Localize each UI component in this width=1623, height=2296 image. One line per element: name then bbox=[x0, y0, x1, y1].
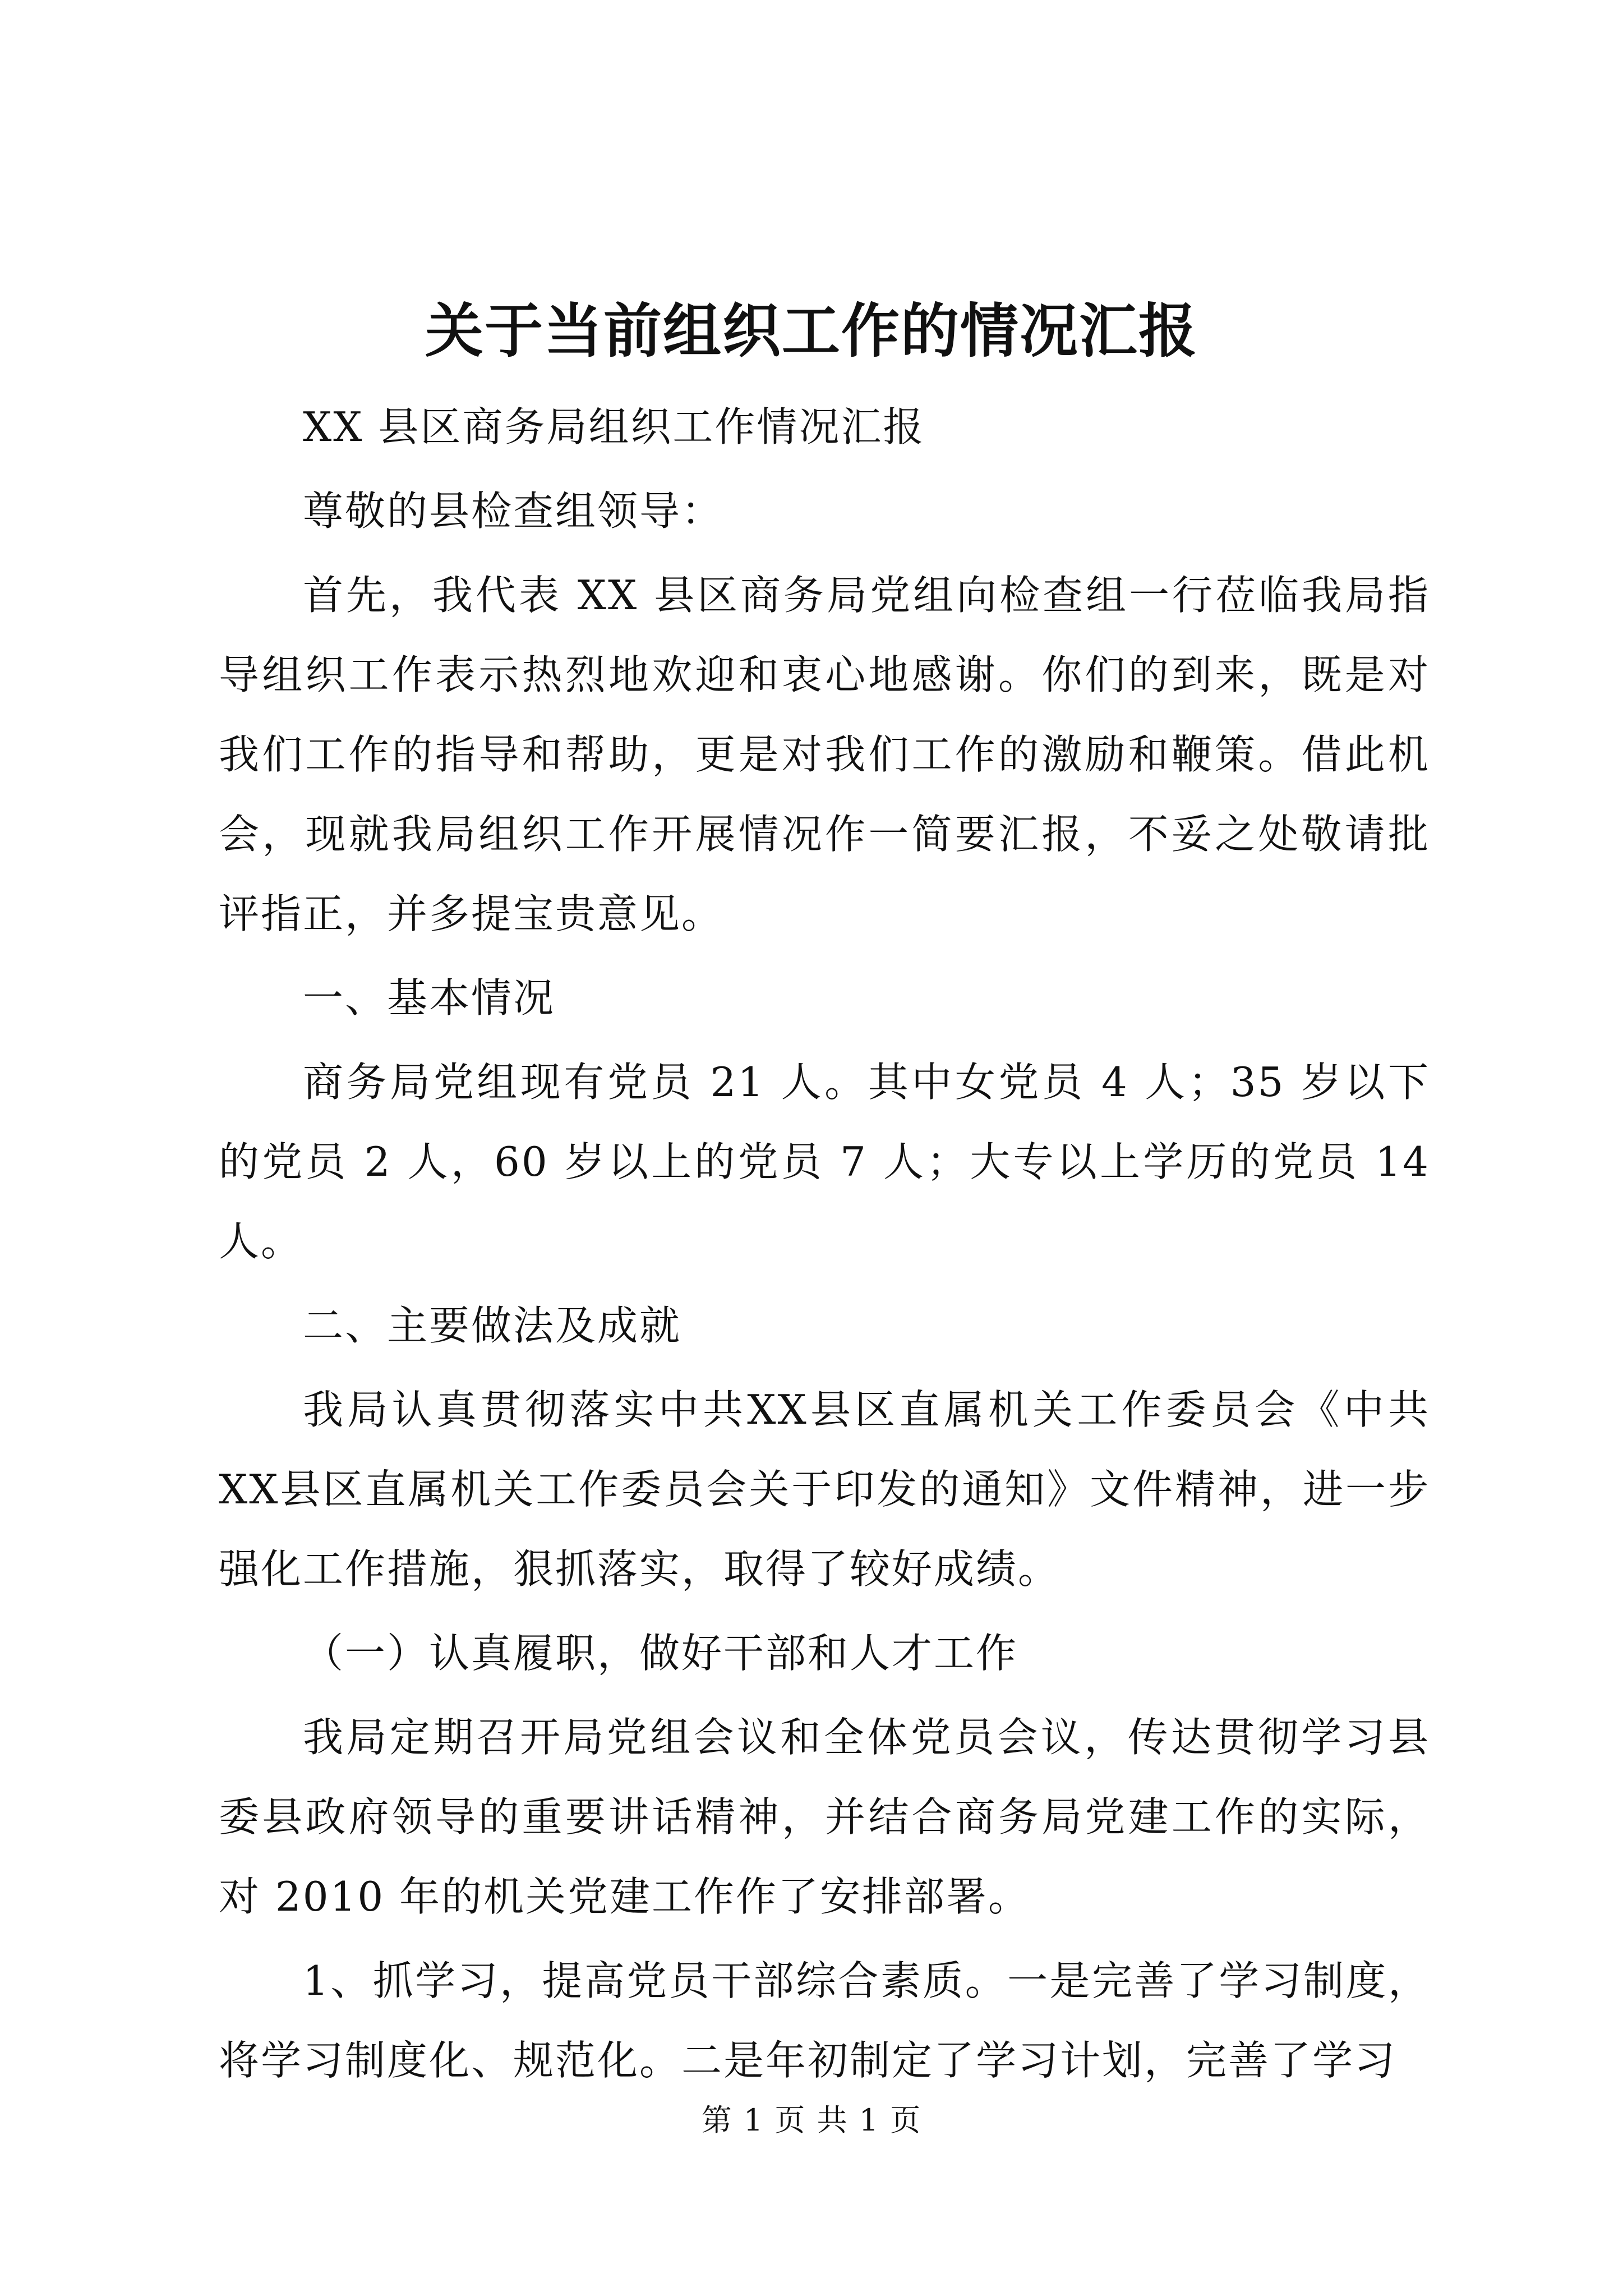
subsection-heading-1: （一）认真履职，做好干部和人才工作 bbox=[303, 1630, 1018, 1677]
section-heading-practices: 二、主要做法及成就 bbox=[303, 1302, 682, 1349]
paragraph-practices: 我局认真贯彻落实中共XX县区直属机关工作委员会《中共XX县区直属机关工作委员会关于印发的通知》文件精神，进一步强化工作措施，狠抓落实，取得了较好成绩。 bbox=[219, 1386, 1430, 1593]
document-title: 关于当前组织工作的情况汇报 bbox=[425, 296, 1198, 365]
paragraph-subtitle: XX 县区商务局组织工作情况汇报 bbox=[303, 403, 925, 450]
document-body bbox=[219, 387, 1430, 2105]
paragraph-salutation: 尊敬的县检查组领导： bbox=[303, 487, 724, 535]
section-heading-basic: 一、基本情况 bbox=[303, 974, 556, 1022]
paragraph-intro: 首先，我代表 XX 县区商务局党组向检查组一行莅临我局指导组织工作表示热烈地欢迎和衷心地感谢。你们的到来，既是对我们工作的指导和帮助，更是对我们工作的激励和鞭策。借此机会，现就我局组织工作开展情况作一简要汇报，不妥之处敬请批评指正，并多提宝贵意见。 bbox=[219, 572, 1430, 937]
paragraph-basic: 商务局党组现有党员 21 人。其中女党员 4 人；35 岁以下的党员 2 人，60 岁以上的党员 7 人；大专以上学历的党员 14 人。 bbox=[219, 1059, 1430, 1265]
page-footer: 第 1 页 共 1 页 bbox=[701, 2102, 922, 2138]
paragraph-meetings: 我局定期召开局党组会议和全体党员会议，传达贯彻学习县委县政府领导的重要讲话精神，并结合商务局党建工作的实际，对 2010 年的机关党建工作作了安排部署。 bbox=[219, 1714, 1430, 1920]
paragraph-study: 1、抓学习，提高党员干部综合素质。一是完善了学习制度，将学习制度化、规范化。二是年初制定了学习计划，完善了学习 bbox=[219, 1957, 1430, 2084]
